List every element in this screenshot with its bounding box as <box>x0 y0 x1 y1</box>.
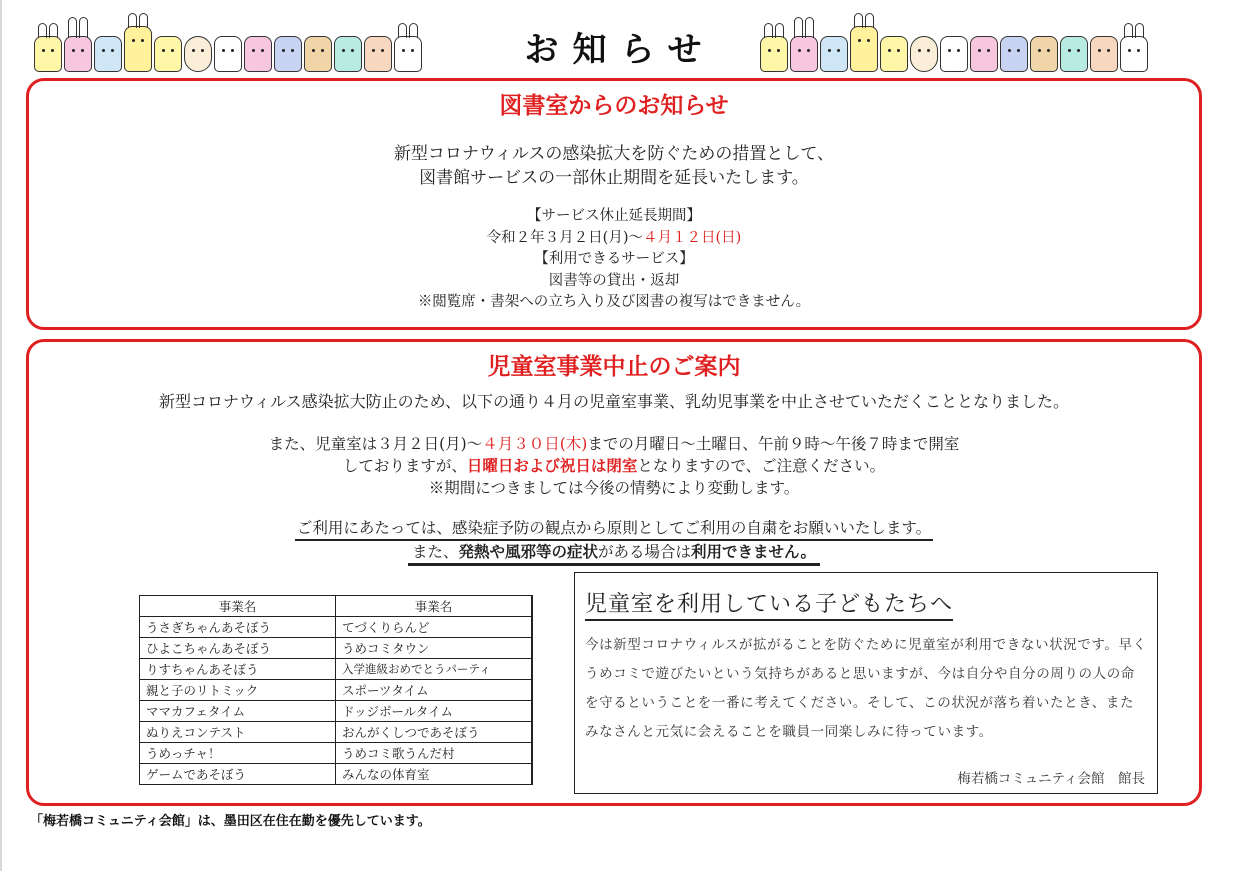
kids-cancellation-text: 新型コロナウィルス感染拡大防止のため、以下の通り４月の児童室事業、乳幼児事業を中止させていただくこととなりました。 <box>159 392 1069 411</box>
library-notice-box <box>26 78 1202 330</box>
sheep-mascot-icon <box>910 36 938 72</box>
table-cell: ゲームであそぼう <box>140 764 336 785</box>
table-cell: うさぎちゃんあそぼう <box>140 617 336 638</box>
table-cell: てづくりらんど <box>336 617 533 638</box>
usage-notice-emphasis: 利用できません。 <box>691 542 816 561</box>
library-notice-title: 図書室からのお知らせ <box>499 93 729 119</box>
table-row <box>140 722 533 743</box>
usage-notice-line: ご利用にあたっては、感染症予防の観点から原則としてご利用の自粛をお願いいたします。 <box>295 517 933 541</box>
library-intro-line: 新型コロナウィルスの感染拡大を防ぐための措置として、 <box>393 144 835 164</box>
kids-opening-hours <box>29 433 1199 499</box>
bear-mascot-icon <box>1090 36 1118 72</box>
table-cell: うめコミ歌うんだ村 <box>336 743 533 764</box>
page-edge <box>0 0 2 871</box>
mascot-row-right <box>760 12 1200 72</box>
table-cell: 入学進級おめでとうパーティ <box>336 659 533 680</box>
opening-hours-text: となりますので、ご注意ください。 <box>637 457 886 475</box>
mouse-mascot-icon <box>1060 36 1088 72</box>
table-row <box>140 680 533 701</box>
table-row <box>140 638 533 659</box>
chick-mascot-icon <box>34 36 62 72</box>
table-cell: りすちゃんあそぼう <box>140 659 336 680</box>
children-message-body: 今は新型コロナウィルスが拡がることを防ぐために児童室が利用できない状況です。早くうめコミで遊びたいという気持ちがあると思いますが、今は自分や自分の周りの人の命を守るということを一番に考えてください。そして、この状況が落ち着いたとき、またみなさんと元気に会えることを職員一同楽しみに待っています。 <box>585 637 1147 740</box>
cancelled-events-table <box>139 595 533 785</box>
library-details <box>29 206 1199 314</box>
chick-mascot-icon <box>880 36 908 72</box>
table-header-row <box>140 596 533 617</box>
opening-hours-text: しておりますが、 <box>342 457 467 475</box>
kids-room-notice-box <box>26 339 1202 806</box>
table-row <box>140 617 533 638</box>
pig-mascot-icon <box>244 36 272 72</box>
cat-mascot-icon <box>274 36 302 72</box>
dog-mascot-icon <box>304 36 332 72</box>
period-heading: 【サービス休止延長期間】 <box>527 208 701 224</box>
mouse-mascot-icon <box>820 36 848 72</box>
children-message-box <box>574 572 1158 794</box>
cat-mascot-icon <box>394 36 422 72</box>
table-cell: ママカフェタイム <box>140 701 336 722</box>
table-cell: うめっチャ！ <box>140 743 336 764</box>
pig-mascot-icon <box>970 36 998 72</box>
chick-mascot-icon <box>760 36 788 72</box>
opening-hours-text: また、児童室は３月２日(月)～ <box>268 435 483 453</box>
opening-hours-note: ※期間につきましては今後の情勢により変動します。 <box>428 479 800 497</box>
rabbit-mascot-icon <box>790 36 818 72</box>
table-cell: うめコミタウン <box>336 638 533 659</box>
page-title: お知らせ <box>524 30 716 70</box>
chick-mascot-icon <box>154 36 182 72</box>
dog-mascot-icon <box>1030 36 1058 72</box>
usage-notice-line <box>408 541 820 566</box>
sheep-mascot-icon <box>184 36 212 72</box>
services-note: ※閲覧席・書架への立ち入り及び図書の複写はできません。 <box>417 294 811 310</box>
footer-note: 「梅若橋コミュニティ会館」は、墨田区在住在勤を優先しています。 <box>30 814 431 829</box>
opening-hours-line <box>29 455 1199 477</box>
period-start: 令和２年３月２日(月)～ <box>486 229 643 246</box>
cat-mascot-icon <box>1000 36 1028 72</box>
giraffe-mascot-icon <box>850 26 878 72</box>
table-row <box>140 743 533 764</box>
column-header: 事業名 <box>140 596 336 617</box>
mouse-mascot-icon <box>94 36 122 72</box>
period-end: ４月１２日(日) <box>643 229 742 246</box>
cow-mascot-icon <box>214 36 242 72</box>
table-row <box>140 764 533 785</box>
end-date: ４月３０日(木) <box>482 435 588 453</box>
table-cell: おんがくしつであそぼう <box>336 722 533 743</box>
bear-mascot-icon <box>364 36 392 72</box>
table-cell: ひよこちゃんあそぼう <box>140 638 336 659</box>
opening-hours-text: までの月曜日～土曜日、午前９時～午後７時まで開室 <box>587 435 960 453</box>
usage-notice-text: また、 <box>412 543 459 561</box>
table-cell: 親と子のリトミック <box>140 680 336 701</box>
period-range <box>29 228 1199 250</box>
table-cell: スポーツタイム <box>336 680 533 701</box>
table-cell: ドッジボールタイム <box>336 701 533 722</box>
closed-days: 日曜日および祝日は閉室 <box>466 456 638 475</box>
column-header: 事業名 <box>336 596 533 617</box>
giraffe-mascot-icon <box>124 26 152 72</box>
services-heading: 【利用できるサービス】 <box>534 251 694 267</box>
cow-mascot-icon <box>940 36 968 72</box>
table-row <box>140 701 533 722</box>
children-message-title: 児童室を利用している子どもたちへ <box>585 587 953 621</box>
rabbit-mascot-icon <box>64 36 92 72</box>
usage-notice <box>29 517 1199 566</box>
usage-notice-emphasis: 発熱や風邪等の症状 <box>458 542 599 561</box>
library-intro <box>29 142 1199 190</box>
cat-mascot-icon <box>1120 36 1148 72</box>
usage-notice-text: がある場合は <box>598 543 692 561</box>
library-intro-line: 図書館サービスの一部休止期間を延長いたします。 <box>419 168 809 188</box>
table-cell: みんなの体育室 <box>336 764 533 785</box>
kids-room-notice-title: 児童室事業中止のご案内 <box>487 354 741 380</box>
table-row <box>140 659 533 680</box>
opening-hours-line <box>29 433 1199 455</box>
services-item: 図書等の貸出・返却 <box>548 272 680 289</box>
table-cell: ぬりえコンテスト <box>140 722 336 743</box>
mascot-row-left <box>34 12 474 72</box>
children-message-signature: 梅若橋コミュニティ会館 館長 <box>957 771 1145 787</box>
mouse-mascot-icon <box>334 36 362 72</box>
